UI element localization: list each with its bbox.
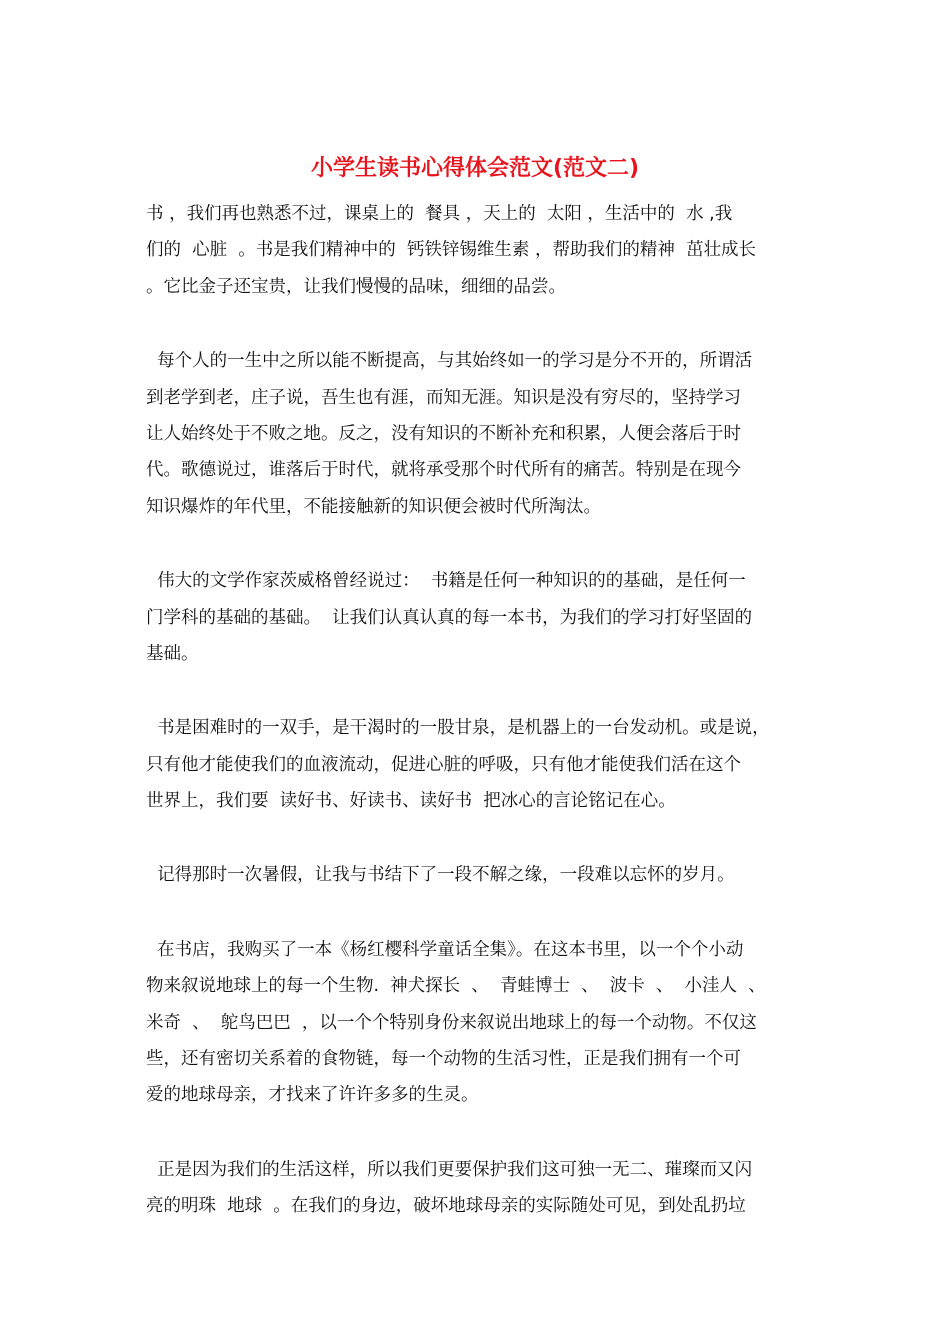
text-line: 只有他才能使我们的血液流动，促进心脏的呼吸，只有他才能使我们活在这个 (146, 754, 741, 775)
text-line: 书 ，我们再也熟悉不过，课桌上的 餐具 ，天上的 太阳 ，生活中的 水 ,我 (146, 204, 733, 224)
text-line: 每个人的一生中之所以能不断提高，与其始终如一的学习是分不开的，所谓活 (146, 351, 753, 372)
paragraph-1 (146, 196, 836, 305)
text-line: 在书店，我购买了一本《杨红樱科学童话全集》。在这本书里，以一个个小动 (146, 939, 744, 960)
text-line: 让人始终处于不败之地。反之，没有知识的不断补充和积累，人便会落后于时 (146, 423, 741, 444)
paragraph-4 (146, 710, 836, 819)
text-line: 们的 心脏 。书是我们精神中的 钙铁锌锡维生素 ，帮助我们的精神 茁壮成长 (146, 240, 757, 261)
text-line: 书是困难时的一双手，是干渴时的一股甘泉，是机器上的一台发动机。或是说， (146, 718, 770, 739)
text-line: 正是因为我们的生活这样，所以我们更要保护我们这可独一无二、璀璨而又闪 (146, 1159, 753, 1180)
text-line: 门学科的基础的基础。 让我们认真认真的每一本书，为我们的学习打好坚固的 (146, 607, 753, 628)
text-line: 记得那时一次暑假，让我与书结下了一段不解之缘，一段难以忘怀的岁月。 (146, 865, 735, 886)
text-line: 爱的地球母亲，才找来了许许多多的生灵。 (146, 1085, 479, 1106)
text-line: 。它比金子还宝贵，让我们慢慢的品味，细细的品尝。 (146, 276, 566, 297)
text-line: 代。歌德说过，谁落后于时代，就将承受那个时代所有的痛苦。特别是在现今 (146, 460, 741, 481)
paragraph-5 (146, 857, 836, 893)
text-line: 米奇 、 鸵鸟巴巴 ，以一个个特别身份来叙说出地球上的每一个动物。不仅这 (146, 1012, 757, 1033)
document-title: 小学生读书心得体会范文(范文二) (310, 156, 640, 181)
text-line: 些，还有密切关系着的食物链，每一个动物的生活习性，正是我们拥有一个可 (146, 1049, 741, 1070)
text-line: 伟大的文学作家茨威格曾经说过： 书籍是任何一种知识的的基础，是任何一 (146, 571, 746, 592)
paragraph-2 (146, 343, 836, 525)
paragraph-6 (146, 932, 836, 1114)
text-line: 世界上，我们要 读好书、好读书、读好书 把冰心的言论铭记在心。 (146, 791, 676, 812)
document-body (146, 196, 836, 1263)
text-line: 到老学到老，庄子说，吾生也有涯，而知无涯。知识是没有穷尽的，坚持学习 (146, 387, 741, 408)
text-line: 基础。 (146, 643, 199, 664)
text-line: 物来叙说地球上的每一个生物. 神犬探长 、 青蛙博士 、 波卡 、 小洼人 、 (146, 976, 766, 997)
paragraph-3 (146, 563, 836, 672)
text-line: 知识爆炸的年代里，不能接触新的知识便会被时代所淘汰。 (146, 496, 601, 517)
paragraph-7 (146, 1152, 836, 1225)
text-line: 亮的明珠 地球 。在我们的身边，破坏地球母亲的实际随处可见，到处乱扔垃 (146, 1196, 746, 1217)
